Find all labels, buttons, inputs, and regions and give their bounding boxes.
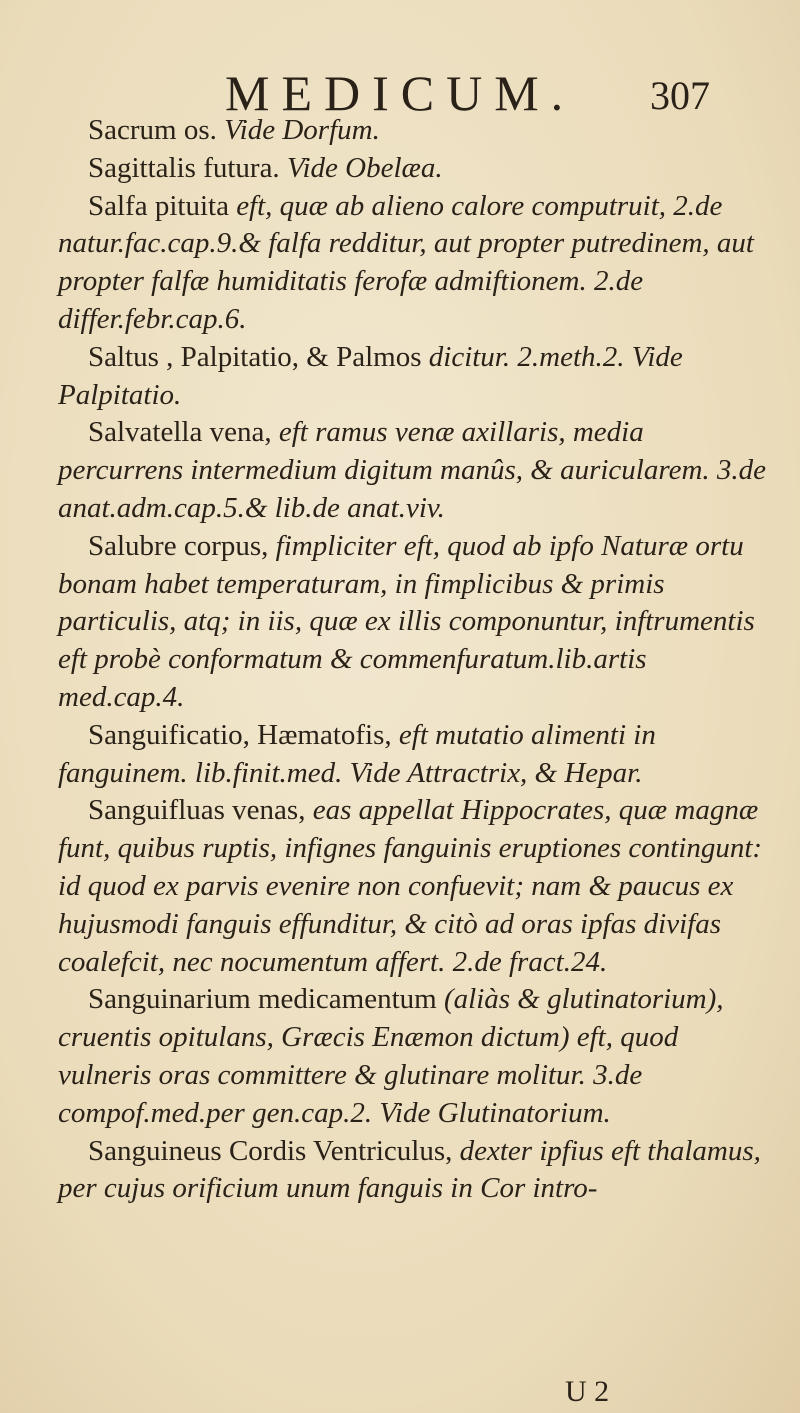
entry-definition: (aliàs & glutinatorium), cruentis opitulans, Græcis Enæmon dictum) eft, quod vulneris oras committere & glutinare molitur. 3.de compof.med.per gen.cap.2. Vide Glutinatorium.: [58, 983, 724, 1129]
entry-salubre: [58, 528, 770, 717]
page-number: 307: [650, 73, 710, 118]
entry-term: Salfa pituita: [88, 189, 229, 222]
entry-term: Sanguinarium medicamentum: [88, 983, 437, 1016]
entry-salsa: [58, 188, 770, 339]
entry-sanguineus: [58, 1133, 770, 1209]
entry-term: Sanguineus Cordis Ventriculus,: [88, 1134, 453, 1167]
entry-sanguificatio: [58, 717, 770, 793]
entry-definition: Vide Obelæa.: [279, 151, 443, 184]
catchword: U 2: [565, 1375, 610, 1408]
entry-definition: eft, quæ ab alieno calore computruit, 2.de natur.fac.cap.9.& falfa redditur, aut propter putredinem, aut propter falfæ humiditatis ferofæ admiftionem. 2.de differ.febr.cap.6.: [58, 189, 754, 335]
entry-term: Sagittalis futura.: [88, 151, 280, 184]
entry-definition: dicitur. 2.meth.2. Vide Palpitatio.: [58, 340, 683, 411]
entry-term: Sanguifluas venas,: [88, 794, 306, 827]
entry-term: Sanguificatio, Hæmatofis,: [88, 718, 392, 751]
entry-saltus: [58, 339, 770, 415]
entry-definition: Vide Dorfum.: [216, 114, 380, 146]
entry-sagittalis: [58, 150, 770, 188]
entry-definition: eas appellat Hippocrates, quæ magnæ funt, quibus ruptis, infignes fanguinis eruptiones contingunt: id quod ex parvis evenire non confuevit; nam & paucus ex hujusmodi fanguis effunditur, & citò ad oras ipfas divifas coalefcit, nec nocumentum affert. 2.de fract.24.: [58, 794, 763, 978]
entry-sacrum: [58, 112, 770, 150]
entry-term: Sacrum os.: [88, 114, 217, 146]
entry-definition: dexter ipfius eft thalamus, per cujus orificium unum fanguis in Cor intro-: [58, 1134, 761, 1205]
entry-definition: eft mutatio alimenti in fanguinem. lib.finit.med. Vide Attractrix, & Hepar.: [58, 718, 656, 789]
running-title: MEDICUM.: [225, 65, 576, 121]
entry-definition: fimpliciter eft, quod ab ipfo Naturæ ortu bonam habet temperaturam, in fimplicibus & primis particulis, atq; in iis, quæ ex illis componuntur, inftrumentis eft probè conformatum & commenfuratum.lib.artis med.cap.4.: [58, 529, 755, 713]
entry-term: Salvatella vena,: [88, 416, 272, 449]
entry-sanguifluas: [58, 792, 770, 981]
entry-sanguinarium: [58, 981, 770, 1132]
entry-salvatella: [58, 414, 770, 527]
entry-term: Saltus , Palpitatio, & Palmos: [88, 340, 422, 373]
entry-definition: eft ramus venæ axillaris, media percurrens intermedium digitum manûs, & auricularem. 3.de anat.adm.cap.5.& lib.de anat.viv.: [58, 416, 767, 524]
entry-term: Salubre corpus,: [88, 529, 269, 562]
dictionary-entries: [58, 112, 770, 1208]
